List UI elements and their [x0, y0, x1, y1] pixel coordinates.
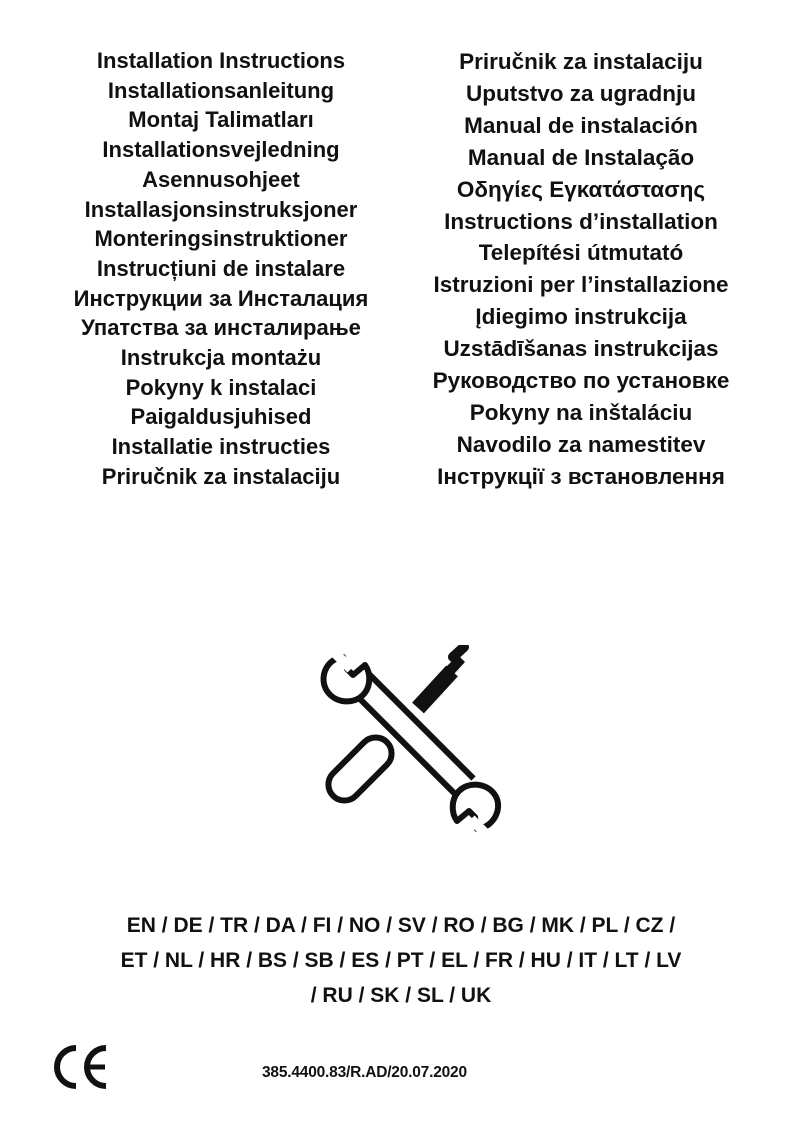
- title-bg: Инструкции за Инсталация: [73, 285, 369, 311]
- language-line: EN / DE / TR / DA / FI / NO / SV / RO / BG / MK / PL / CZ /: [126, 914, 676, 937]
- wrench-screwdriver-icon: [315, 645, 505, 845]
- wrench-outline-icon: [324, 651, 499, 837]
- title-sv: Monteringsinstruktioner: [94, 226, 348, 252]
- title-sk: Pokyny na inštaláciu: [469, 399, 693, 425]
- title-lt: Įdiegimo instrukcija: [475, 304, 687, 330]
- title-no: Installasjonsinstruksjoner: [84, 196, 358, 222]
- title-lv: Uzstādīšanas instrukcijas: [443, 336, 719, 362]
- title-it: Istruzioni per l’installazione: [433, 272, 729, 298]
- title-cz: Pokyny k instalaci: [125, 374, 317, 400]
- title-da: Installationsvejledning: [102, 137, 340, 163]
- title-sl: Navodilo za namestitev: [456, 431, 706, 457]
- title-uk: Інструкції з встановлення: [437, 463, 725, 489]
- ce-mark-icon: [50, 1042, 112, 1092]
- title-fi: Asennusohjeet: [142, 166, 300, 192]
- title-es: Manual de instalación: [464, 112, 698, 138]
- titles-right-column: [398, 46, 764, 493]
- screwdriver-handle-icon: [322, 731, 398, 807]
- title-fr: Instructions d’installation: [444, 208, 718, 234]
- title-pl: Instrukcja montażu: [120, 345, 322, 371]
- document-number: 385.4400.83/R.AD/20.07.2020: [262, 1064, 467, 1081]
- title-sb: Uputstvo za ugradnju: [466, 80, 696, 106]
- language-line: ET / NL / HR / BS / SB / ES / PT / EL / FR / HU / IT / LT / LV: [120, 949, 682, 972]
- title-et: Paigaldusjuhised: [130, 404, 312, 430]
- title-el: Οδηγίες Εγκατάστασης: [456, 176, 706, 202]
- title-de: Installationsanleitung: [107, 77, 335, 103]
- title-en: Installation Instructions: [96, 48, 346, 73]
- screwdriver-tip-icon: [418, 647, 465, 708]
- title-pt: Manual de Instalação: [467, 144, 695, 170]
- title-bs: Priručnik za instalaciju: [459, 49, 703, 74]
- title-hr: Priručnik za instalaciju: [101, 463, 341, 489]
- titles-left-column: [30, 46, 412, 492]
- title-mk: Упатства за инсталирање: [81, 315, 361, 341]
- title-nl: Installatie instructies: [111, 434, 331, 460]
- title-ro: Instrucțiuni de instalare: [96, 255, 346, 281]
- title-ru: Руководство по установке: [432, 368, 730, 394]
- language-codes: [40, 908, 762, 1013]
- title-tr: Montaj Talimatları: [128, 107, 314, 133]
- language-line: / RU / SK / SL / UK: [310, 984, 492, 1007]
- title-hu: Telepítési útmutató: [478, 240, 684, 266]
